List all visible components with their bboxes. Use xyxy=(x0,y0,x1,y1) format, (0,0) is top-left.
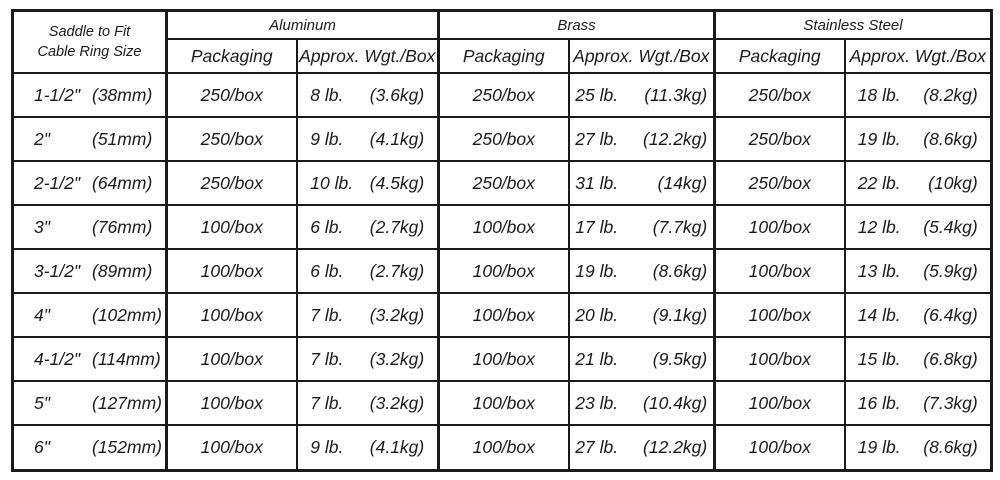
weight-value xyxy=(310,349,424,370)
size-millimeters: (76mm) xyxy=(92,216,153,237)
weight-pounds: 16 lb. xyxy=(857,392,901,413)
weight-pounds: 18 lb. xyxy=(857,84,901,105)
cell-ring-size xyxy=(13,293,167,337)
weight-kilograms: (8.6kg) xyxy=(652,260,708,281)
weight-pounds: 10 lb. xyxy=(310,172,354,193)
size-millimeters: (127mm) xyxy=(92,392,163,413)
cell-stainless-packaging: 100/box xyxy=(715,425,845,470)
weight-pounds: 27 lb. xyxy=(575,437,619,458)
weight-kilograms: (12.2kg) xyxy=(643,128,708,149)
weight-value xyxy=(575,261,707,282)
weight-value xyxy=(310,437,424,458)
cell-aluminum-packaging: 100/box xyxy=(167,249,297,293)
weight-pounds: 7 lb. xyxy=(310,392,344,413)
weight-pounds: 15 lb. xyxy=(857,348,901,369)
weight-value xyxy=(575,85,707,106)
cell-brass-weight xyxy=(569,205,715,249)
cell-ring-size xyxy=(13,381,167,425)
cell-aluminum-packaging: 100/box xyxy=(167,381,297,425)
cell-brass-packaging: 250/box xyxy=(439,161,569,205)
size-inches: 3-1/2" xyxy=(34,260,81,281)
weight-kilograms: (9.1kg) xyxy=(652,304,708,325)
weight-value xyxy=(310,85,424,106)
cell-brass-packaging: 100/box xyxy=(439,381,569,425)
weight-kilograms: (4.1kg) xyxy=(369,437,425,458)
weight-kilograms: (3.2kg) xyxy=(369,304,425,325)
cell-aluminum-packaging: 250/box xyxy=(167,117,297,161)
cell-brass-weight xyxy=(569,117,715,161)
cell-stainless-packaging: 250/box xyxy=(715,161,845,205)
header-size-line1: Saddle to Fit xyxy=(48,24,131,40)
weight-pounds: 27 lb. xyxy=(575,128,619,149)
cell-stainless-weight xyxy=(845,117,992,161)
cell-ring-size xyxy=(13,205,167,249)
weight-pounds: 17 lb. xyxy=(575,216,619,237)
cell-ring-size xyxy=(13,249,167,293)
weight-value xyxy=(575,349,707,370)
cell-brass-weight xyxy=(569,425,715,470)
weight-value xyxy=(310,129,424,150)
header-group-brass: Brass xyxy=(439,11,715,40)
header-stainless-weight: Approx. Wgt./Box xyxy=(845,39,992,73)
cell-aluminum-weight xyxy=(297,425,439,470)
weight-pounds: 25 lb. xyxy=(575,84,619,105)
weight-value xyxy=(575,393,707,414)
weight-value xyxy=(575,305,707,326)
cell-ring-size xyxy=(13,73,167,117)
weight-pounds: 7 lb. xyxy=(310,304,344,325)
weight-pounds: 23 lb. xyxy=(575,392,619,413)
size-inches: 6" xyxy=(34,437,50,458)
cell-aluminum-weight xyxy=(297,117,439,161)
cell-stainless-packaging: 250/box xyxy=(715,73,845,117)
cell-stainless-weight xyxy=(845,337,992,381)
weight-kilograms: (6.4kg) xyxy=(923,304,978,325)
weight-kilograms: (12.2kg) xyxy=(643,437,708,458)
cell-brass-packaging: 250/box xyxy=(439,117,569,161)
cell-brass-packaging: 100/box xyxy=(439,337,569,381)
cell-aluminum-packaging: 250/box xyxy=(167,161,297,205)
size-millimeters: (89mm) xyxy=(92,260,153,281)
weight-value xyxy=(310,393,424,414)
cell-brass-weight xyxy=(569,293,715,337)
weight-value xyxy=(858,217,978,238)
cell-brass-packaging: 100/box xyxy=(439,249,569,293)
weight-kilograms: (8.6kg) xyxy=(923,437,978,458)
weight-pounds: 19 lb. xyxy=(857,128,901,149)
cell-brass-weight xyxy=(569,73,715,117)
table-row xyxy=(13,249,992,293)
cell-brass-packaging: 100/box xyxy=(439,293,569,337)
weight-kilograms: (7.3kg) xyxy=(923,392,978,413)
weight-value xyxy=(858,173,978,194)
cell-brass-weight xyxy=(569,249,715,293)
cell-stainless-weight xyxy=(845,293,992,337)
cell-aluminum-packaging: 100/box xyxy=(167,337,297,381)
cell-brass-packaging: 100/box xyxy=(439,425,569,470)
weight-value xyxy=(858,305,978,326)
cell-stainless-packaging: 100/box xyxy=(715,381,845,425)
weight-value xyxy=(310,305,424,326)
weight-kilograms: (4.5kg) xyxy=(369,172,425,193)
table-row xyxy=(13,381,992,425)
cell-stainless-weight xyxy=(845,73,992,117)
header-aluminum-packaging: Packaging xyxy=(167,39,297,73)
weight-value xyxy=(575,173,707,194)
weight-value xyxy=(858,85,978,106)
cell-aluminum-weight xyxy=(297,381,439,425)
weight-pounds: 12 lb. xyxy=(857,216,901,237)
table-row xyxy=(13,293,992,337)
weight-value xyxy=(575,217,707,238)
cell-ring-size xyxy=(13,337,167,381)
cell-stainless-weight xyxy=(845,161,992,205)
saddle-spec-table xyxy=(11,9,993,472)
weight-value xyxy=(310,173,424,194)
weight-kilograms: (5.9kg) xyxy=(923,260,978,281)
table-row xyxy=(13,425,992,470)
weight-value xyxy=(858,437,978,458)
cell-aluminum-packaging: 100/box xyxy=(167,293,297,337)
table-row xyxy=(13,73,992,117)
cell-ring-size xyxy=(13,117,167,161)
weight-kilograms: (3.6kg) xyxy=(369,84,425,105)
size-millimeters: (64mm) xyxy=(92,172,153,193)
size-inches: 4-1/2" xyxy=(34,348,81,369)
cell-stainless-weight xyxy=(845,249,992,293)
cell-aluminum-weight xyxy=(297,249,439,293)
size-millimeters: (51mm) xyxy=(92,128,153,149)
size-inches: 2-1/2" xyxy=(34,172,81,193)
weight-value xyxy=(575,437,707,458)
header-group-aluminum: Aluminum xyxy=(167,11,439,40)
weight-kilograms: (11.3kg) xyxy=(644,84,708,105)
weight-value xyxy=(858,129,978,150)
weight-kilograms: (8.2kg) xyxy=(923,84,978,105)
cell-aluminum-weight xyxy=(297,73,439,117)
weight-kilograms: (6.8kg) xyxy=(923,348,978,369)
weight-pounds: 19 lb. xyxy=(857,437,901,458)
size-inches: 2" xyxy=(34,128,50,149)
weight-pounds: 6 lb. xyxy=(310,260,344,281)
size-millimeters: (152mm) xyxy=(92,437,163,458)
weight-value xyxy=(310,217,424,238)
cell-brass-packaging: 250/box xyxy=(439,73,569,117)
cell-aluminum-weight xyxy=(297,205,439,249)
weight-pounds: 8 lb. xyxy=(310,84,344,105)
weight-pounds: 19 lb. xyxy=(575,260,619,281)
weight-kilograms: (14kg) xyxy=(657,172,708,193)
weight-value xyxy=(858,393,978,414)
size-inches: 1-1/2" xyxy=(34,84,81,105)
cell-brass-weight xyxy=(569,161,715,205)
cell-stainless-packaging: 100/box xyxy=(715,293,845,337)
cell-aluminum-weight xyxy=(297,161,439,205)
weight-pounds: 21 lb. xyxy=(575,348,619,369)
cell-aluminum-weight xyxy=(297,293,439,337)
weight-kilograms: (3.2kg) xyxy=(369,392,425,413)
weight-pounds: 13 lb. xyxy=(857,260,901,281)
weight-kilograms: (2.7kg) xyxy=(369,216,425,237)
header-brass-weight: Approx. Wgt./Box xyxy=(569,39,715,73)
weight-value xyxy=(858,261,978,282)
weight-kilograms: (10kg) xyxy=(928,172,978,193)
size-inches: 4" xyxy=(34,304,50,325)
cell-brass-packaging: 100/box xyxy=(439,205,569,249)
weight-value xyxy=(310,261,424,282)
weight-pounds: 7 lb. xyxy=(310,348,344,369)
weight-kilograms: (9.5kg) xyxy=(652,348,708,369)
cell-stainless-packaging: 100/box xyxy=(715,205,845,249)
cell-aluminum-packaging: 100/box xyxy=(167,425,297,470)
weight-kilograms: (4.1kg) xyxy=(369,128,425,149)
weight-pounds: 9 lb. xyxy=(310,128,344,149)
weight-kilograms: (2.7kg) xyxy=(369,260,425,281)
table-header xyxy=(13,11,992,74)
cell-aluminum-weight xyxy=(297,337,439,381)
header-cable-ring-size xyxy=(13,11,167,74)
cell-ring-size xyxy=(13,425,167,470)
size-millimeters: (114mm) xyxy=(92,348,161,369)
table-row xyxy=(13,337,992,381)
cell-stainless-weight xyxy=(845,425,992,470)
header-brass-packaging: Packaging xyxy=(439,39,569,73)
cell-stainless-packaging: 250/box xyxy=(715,117,845,161)
cell-aluminum-packaging: 250/box xyxy=(167,73,297,117)
cell-stainless-packaging: 100/box xyxy=(715,337,845,381)
weight-pounds: 20 lb. xyxy=(575,304,619,325)
size-inches: 5" xyxy=(34,392,50,413)
cell-stainless-packaging: 100/box xyxy=(715,249,845,293)
weight-kilograms: (5.4kg) xyxy=(923,216,978,237)
weight-kilograms: (3.2kg) xyxy=(369,348,425,369)
header-aluminum-weight: Approx. Wgt./Box xyxy=(297,39,439,73)
cell-ring-size xyxy=(13,161,167,205)
header-size-line2: Cable Ring Size xyxy=(37,44,142,60)
header-stainless-packaging: Packaging xyxy=(715,39,845,73)
weight-pounds: 22 lb. xyxy=(857,172,901,193)
cell-stainless-weight xyxy=(845,381,992,425)
cell-brass-weight xyxy=(569,337,715,381)
weight-kilograms: (8.6kg) xyxy=(923,128,978,149)
weight-pounds: 9 lb. xyxy=(310,437,344,458)
table-row xyxy=(13,117,992,161)
cell-brass-weight xyxy=(569,381,715,425)
size-millimeters: (38mm) xyxy=(92,84,153,105)
weight-value xyxy=(575,129,707,150)
table-row xyxy=(13,205,992,249)
size-millimeters: (102mm) xyxy=(92,304,163,325)
header-group-stainless-steel: Stainless Steel xyxy=(715,11,992,40)
cell-aluminum-packaging: 100/box xyxy=(167,205,297,249)
table-body xyxy=(13,73,992,471)
weight-value xyxy=(858,349,978,370)
weight-kilograms: (7.7kg) xyxy=(652,216,708,237)
weight-pounds: 14 lb. xyxy=(857,304,901,325)
weight-pounds: 6 lb. xyxy=(310,216,344,237)
table-row xyxy=(13,161,992,205)
weight-pounds: 31 lb. xyxy=(575,172,619,193)
weight-kilograms: (10.4kg) xyxy=(643,392,708,413)
size-inches: 3" xyxy=(34,216,50,237)
cell-stainless-weight xyxy=(845,205,992,249)
header-group-row xyxy=(13,11,992,40)
